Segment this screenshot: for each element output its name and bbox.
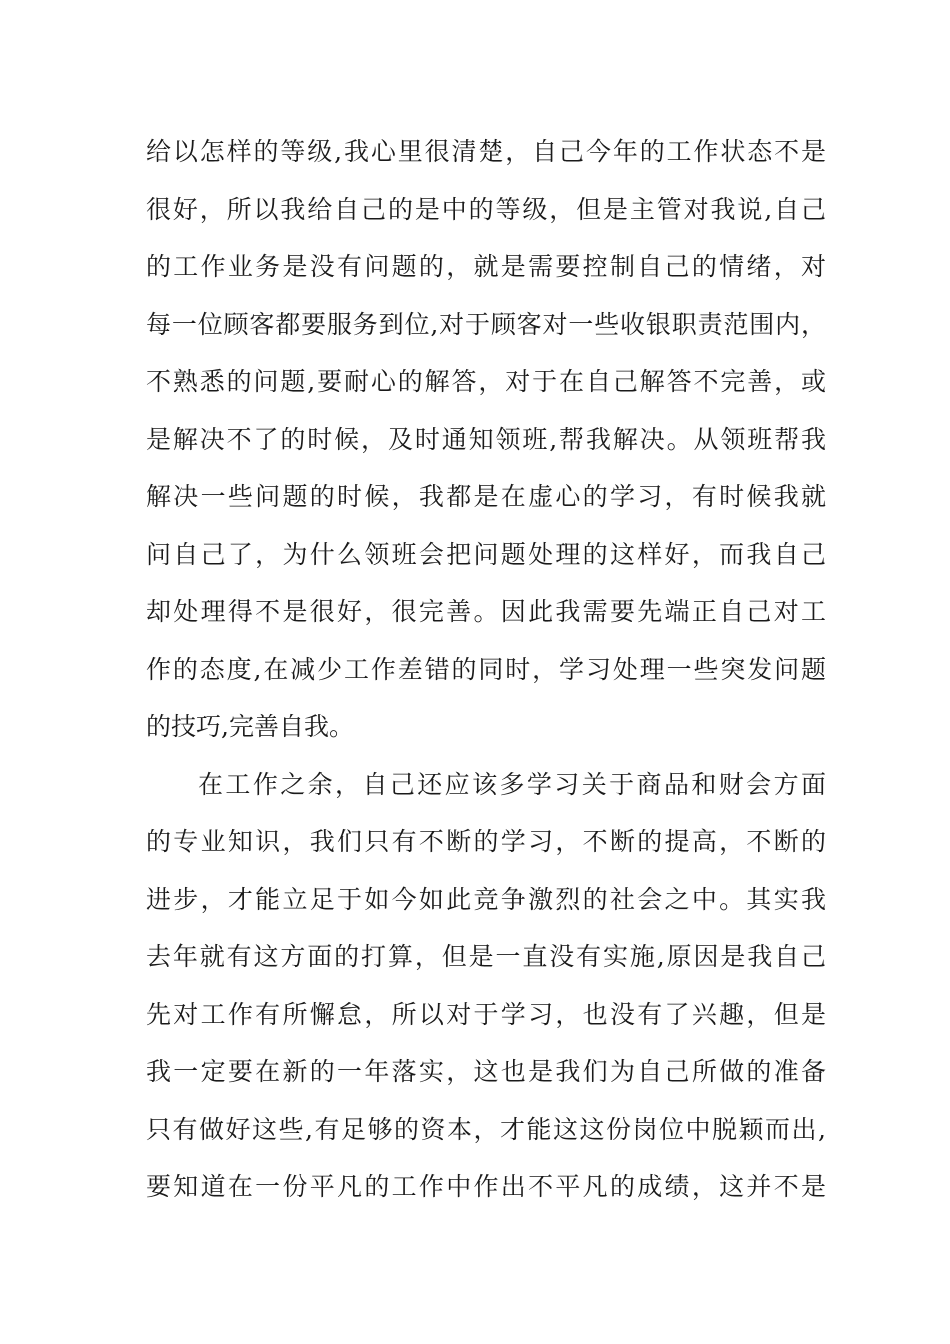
text-line: 问自己了，为什么领班会把问题处理的这样好，而我自己 [146, 539, 826, 569]
text-line: 作的态度,在减少工作差错的同时，学习处理一些突发问题 [146, 654, 826, 684]
text-line: 在工作之余，自己还应该多学习关于商品和财会方面 [198, 769, 826, 799]
body-text [146, 127, 826, 1220]
text-line: 的专业知识，我们只有不断的学习，不断的提高，不断的 [146, 827, 826, 856]
text-line: 的工作业务是没有问题的，就是需要控制自己的情绪，对 [146, 252, 826, 281]
text-line: 不熟悉的问题,要耐心的解答，对于在自己解答不完善，或 [146, 367, 826, 396]
text-line: 先对工作有所懈怠，所以对于学习，也没有了兴趣，但是 [146, 999, 826, 1029]
text-line: 却处理得不是很好，很完善。因此我需要先端正自己对工 [146, 597, 826, 626]
text-line: 进步，才能立足于如今如此竞争激烈的社会之中。其实我 [146, 884, 826, 914]
paragraph-1 [146, 127, 826, 760]
text-line: 我一定要在新的一年落实，这也是我们为自己所做的准备 [146, 1057, 826, 1086]
text-line: 给以怎样的等级,我心里很清楚，自己今年的工作状态不是 [146, 137, 826, 166]
text-line: 要知道在一份平凡的工作中作出不平凡的成绩，这并不是 [146, 1172, 826, 1201]
text-line: 每一位顾客都要服务到位,对于顾客对一些收银职责范围内， [146, 309, 826, 339]
paragraph-2 [146, 760, 826, 1220]
text-line: 解决一些问题的时候，我都是在虚心的学习，有时候我就 [146, 482, 826, 511]
text-line: 只有做好这些,有足够的资本，才能这这份岗位中脱颖而出, [146, 1114, 826, 1144]
text-line: 去年就有这方面的打算，但是一直没有实施,原因是我自己 [146, 942, 826, 971]
text-line: 很好，所以我给自己的是中的等级，但是主管对我说,自己 [146, 194, 826, 224]
text-line: 是解决不了的时候，及时通知领班,帮我解决。从领班帮我 [146, 424, 826, 454]
text-line: 的技巧,完善自我。 [146, 712, 354, 741]
